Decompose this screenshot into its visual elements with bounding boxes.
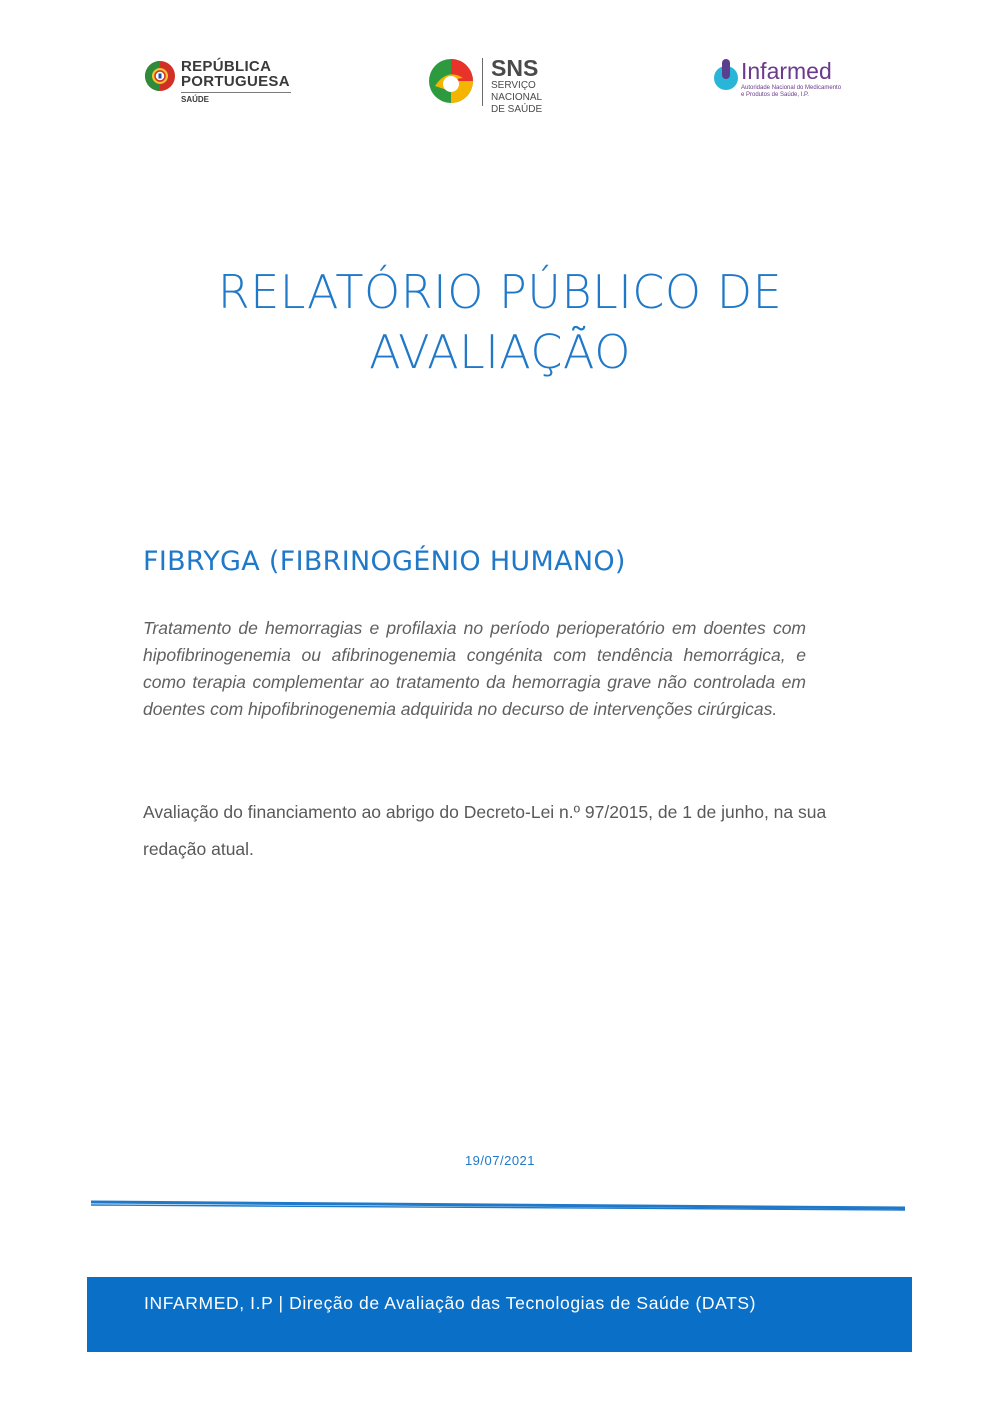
- logo-sns-line2: SERVIÇO NACIONAL: [491, 80, 543, 103]
- footer-banner: [87, 1277, 912, 1352]
- report-date: 19/07/2021: [464, 1153, 536, 1168]
- logo-sns: [425, 55, 585, 115]
- sns-ring-icon: [425, 56, 477, 106]
- logo-republica-line2: PORTUGUESA: [181, 73, 290, 90]
- financing-text: Avaliação do financiamento ao abrigo do Decreto-Lei n.º 97/2015, de 1 de junho, na sua redação atual.: [143, 802, 827, 859]
- logo-republica-portuguesa: [143, 57, 303, 113]
- logo-infarmed-sub1: Autoridade Nacional do Medicamento: [741, 85, 842, 91]
- page-title-line2: AVALIAÇÃO: [369, 325, 631, 379]
- indication-text: Tratamento de hemorragias e profilaxia no período perioperatório em doentes com hipofibrinogenemia ou afibrinogenemia congénita com tendência hemorrágica, e como terapia complementar ao tratamento da hemorragia grave não controlada em doentes com hipofibrinogenemia adquirida no decurso de intervenções cirúrgicas.: [143, 618, 806, 719]
- product-name: FIBRYGA (FIBRINOGÉNIO HUMANO): [143, 546, 626, 577]
- logo-infarmed-name: Infarmed: [741, 58, 832, 84]
- footer-text: INFARMED, I.P | Direção de Avaliação das Tecnologias de Saúde (DATS): [144, 1293, 757, 1313]
- logo-sns-divider: [482, 58, 483, 106]
- logo-republica-rule: [181, 92, 291, 93]
- portuguese-coat-of-arms-icon: [143, 58, 177, 94]
- logo-sns-line1: SNS: [491, 55, 539, 81]
- divider-rule: [91, 1198, 905, 1214]
- page-title: [100, 262, 900, 382]
- page-title-line1: RELATÓRIO PÚBLICO DE: [217, 265, 783, 319]
- logo-republica-line1: REPÚBLICA: [181, 58, 272, 75]
- infarmed-drop-icon: [712, 57, 740, 93]
- logo-infarmed-sub2: e Produtos de Saúde, I.P.: [741, 92, 809, 98]
- logo-sns-line3: DE SAÚDE: [491, 104, 543, 115]
- logo-republica-line3: SAÚDE: [181, 95, 210, 104]
- logo-infarmed: [712, 57, 862, 111]
